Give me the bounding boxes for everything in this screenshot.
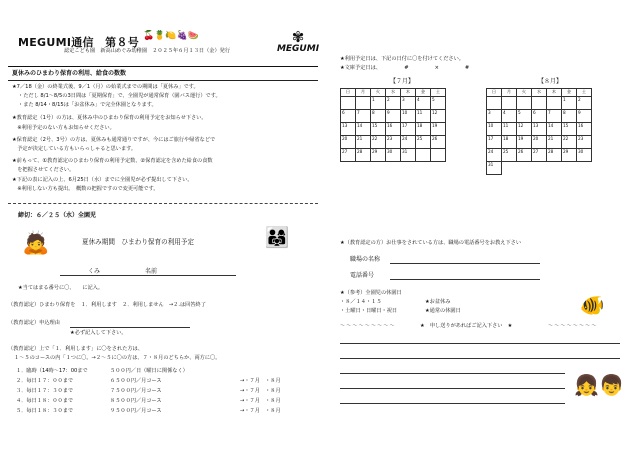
instruction-note: ★当てはまる番号に〇、 に記入。 (18, 285, 104, 291)
calendar-day[interactable] (356, 97, 371, 110)
paragraph-nursery: ★保育認定（2号、3号）の方は、夏休みも通常通りですが、今にはご旅行や帰省などで (12, 137, 216, 143)
work-name-label: 職場の名称 (350, 256, 381, 263)
course-option[interactable]: ４．毎日１８：００まで (16, 398, 74, 404)
calendar-day[interactable]: 29 (371, 149, 386, 162)
weekday-header: 月 (502, 89, 517, 97)
calendar-day[interactable]: 22 (371, 136, 386, 149)
calendar-day[interactable]: 18 (416, 123, 431, 136)
calendar-day[interactable]: 9 (577, 110, 592, 123)
calendar-day[interactable]: 20 (532, 136, 547, 149)
work-name-field[interactable] (390, 263, 540, 264)
weekday-header: 火 (517, 89, 532, 97)
flower-logo-icon: ✾ (291, 28, 305, 46)
calendar-day[interactable]: 15 (562, 123, 577, 136)
calendar-day[interactable]: 28 (356, 149, 371, 162)
form-title: 夏休み期間 ひまわり保育の利用予定 (82, 238, 195, 246)
july-calendar (340, 88, 446, 162)
calendar-day[interactable]: 17 (487, 136, 502, 149)
holiday-reference-title: ★（参考）全園児の休園日 (340, 290, 402, 296)
paragraph-submit: ★下記の表に記入の上、6月25日（水）までに全園児が必ず提出して下さい。 (12, 177, 193, 183)
course-months[interactable]: →・７月 ・８月 (240, 388, 281, 394)
calendar-day[interactable]: 6 (532, 110, 547, 123)
message-line[interactable] (340, 358, 620, 359)
weekday-header: 金 (416, 89, 431, 97)
august-calendar (486, 88, 592, 175)
calendar-day[interactable]: 22 (562, 136, 577, 149)
paragraph-summer-period-note-b: ・また 8/14・8/15は「お盆休み」で完全休園となります。 (18, 102, 157, 108)
message-line[interactable] (340, 373, 565, 374)
course-option[interactable]: ５．毎日１８：３０まで (16, 408, 74, 414)
calendar-day[interactable]: 5 (431, 97, 446, 110)
calendar-day[interactable]: 12 (517, 123, 532, 136)
calendar-day[interactable] (487, 97, 502, 110)
july-label: 【７月】 (390, 78, 415, 85)
fruit-decoration-icon: 🍒🍍🍋🍇🍉 (143, 31, 200, 41)
weekday-header: 水 (386, 89, 401, 97)
holiday-obon-dates: ・８／１４・１５ (340, 299, 382, 305)
question-course: （教育認定）上で「１．利用します」に〇をされた方は、 (8, 346, 143, 352)
two-children-icon: 👧👦 (574, 373, 624, 397)
calendar-day[interactable]: 27 (341, 149, 356, 162)
logo-text: MEGUMI (276, 44, 320, 54)
calendar-day[interactable]: 29 (562, 149, 577, 162)
cut-line (8, 203, 318, 204)
work-tel-field[interactable] (390, 279, 540, 280)
august-label: 【８月】 (538, 78, 563, 85)
message-line[interactable] (340, 343, 620, 344)
calendar-day[interactable]: 21 (356, 136, 371, 149)
course-price: ８５００円／月コース (110, 398, 162, 404)
calendar-day[interactable]: 1 (562, 97, 577, 110)
weekday-header: 木 (547, 89, 562, 97)
calendar-day[interactable]: 19 (517, 136, 532, 149)
child-thinking-icon: 🙇 (22, 231, 50, 256)
holiday-obon-label: ★お盆休み (425, 299, 451, 305)
course-months[interactable]: →・７月 ・８月 (240, 378, 281, 384)
heading-divider (8, 80, 318, 81)
deadline: 締切：６／２５（水）全園児 (18, 212, 97, 219)
header-divider (8, 66, 318, 67)
calendar-day[interactable]: 3 (487, 110, 502, 123)
work-tel-label: 電話番号 (350, 272, 375, 279)
calendar-day[interactable]: 15 (371, 123, 386, 136)
calendar-day[interactable]: 4 (502, 110, 517, 123)
course-months[interactable]: →・７月 ・８月 (240, 398, 281, 404)
paragraph-summer-period-note-a: ・ただし 8/1～8/5の3日間は「夏期保育」で、全園児が通常保育（園バス運行）です。 (18, 93, 221, 99)
weekday-header: 月 (356, 89, 371, 97)
school-logo (272, 30, 324, 60)
calendar-day[interactable]: 24 (401, 136, 416, 149)
calendar-day[interactable]: 12 (431, 110, 446, 123)
children-group-icon: 👨‍👩‍👧 (264, 225, 290, 249)
message-divider-right: ～～～～～～～～ (548, 323, 598, 329)
calendar-day[interactable]: 24 (487, 149, 502, 162)
weekday-header: 水 (532, 89, 547, 97)
weekday-header: 金 (562, 89, 577, 97)
name-label: 名前 (145, 268, 158, 275)
calendar-instruction: ★利用予定日は、下記の日付に〇を付けてください。 (340, 56, 464, 62)
paragraph-nursery-cont: 予定が決定している方もいらっしゃると思います。 (12, 146, 137, 152)
calendar-day[interactable]: 16 (577, 123, 592, 136)
calendar-day[interactable]: 30 (577, 149, 592, 162)
weekday-header: 日 (487, 89, 502, 97)
course-months[interactable]: →・７月 ・８月 (240, 408, 281, 414)
newsletter-subtitle: 認定こども園 新高山めぐみ幼稚園 ２０２５年６月１３日（金）発行 (64, 48, 231, 54)
calendar-instruction-2: ★文庫予定日は、 # × # (340, 65, 470, 71)
calendar-day[interactable]: 27 (532, 149, 547, 162)
calendar-day[interactable]: 11 (416, 110, 431, 123)
calendar-day[interactable]: 8 (371, 110, 386, 123)
calendar-day[interactable]: 11 (502, 123, 517, 136)
paragraph-meal-count-cont: を把握させてください。 (12, 167, 75, 173)
calendar-day[interactable]: 2 (577, 97, 592, 110)
calendar-day[interactable]: 31 (401, 149, 416, 162)
holiday-regular-days: ・土曜日・日曜日・祝日 (340, 308, 398, 314)
calendar-day[interactable] (517, 97, 532, 110)
calendar-day[interactable]: 20 (341, 136, 356, 149)
paragraph-submit-note: ※利用しない方も提出。 概数の把握ですので変更可能です。 (12, 186, 159, 192)
calendar-day[interactable]: 28 (547, 149, 562, 162)
calendar-day[interactable]: 23 (577, 136, 592, 149)
calendar-day[interactable]: 10 (401, 110, 416, 123)
calendar-day[interactable]: 5 (517, 110, 532, 123)
class-label: くみ (88, 268, 101, 275)
calendar-day[interactable] (532, 97, 547, 110)
message-line[interactable] (340, 403, 565, 404)
message-line[interactable] (340, 388, 565, 389)
paragraph-summer-period: ★7／18（金）の終業式後、9／1（月）の始業式までの期間は「夏休み」です。 (12, 84, 199, 90)
calendar-day[interactable] (547, 97, 562, 110)
question-course-note: １～５のコースの内「１つに〇。→２～５に〇の方は、７・８月のどちらか、両方に〇。 (14, 355, 221, 361)
course-option[interactable]: １．臨時（14時～17：00まで (16, 368, 88, 374)
paragraph-meal-count: ★前もって、①教育認定のひまわり保育の利用予定数、②保育認定を含めた給食の食数 (12, 158, 213, 164)
calendar-day[interactable]: 4 (416, 97, 431, 110)
calendar-day[interactable]: 7 (547, 110, 562, 123)
message-heading: ★ 申し送りがあればご記入下さい ★ (420, 323, 513, 329)
reason-note: ★必ず記入して下さい。 (70, 330, 127, 336)
course-option[interactable]: ３．毎日１７：３０まで (16, 388, 74, 394)
calendar-day[interactable]: 26 (431, 136, 446, 149)
question-reason: （教育認定）申込理由 (8, 320, 60, 326)
section-heading: 夏休みのひまわり保育の利用、給食の数数 (12, 70, 127, 77)
calendar-day[interactable]: 23 (386, 136, 401, 149)
calendar-day[interactable]: 6 (341, 110, 356, 123)
calendar-day[interactable]: 17 (401, 123, 416, 136)
question-use[interactable]: （教育認定）ひまわり保育を １．利用します ２．利用しません →２.は回答終了 (8, 302, 206, 308)
course-price: ７５００円／月コース (110, 388, 162, 394)
calendar-day[interactable]: 14 (356, 123, 371, 136)
calendar-day[interactable] (502, 97, 517, 110)
calendar-day[interactable]: 14 (547, 123, 562, 136)
weekday-header: 火 (371, 89, 386, 97)
calendar-day[interactable]: 26 (517, 149, 532, 162)
course-price: ５００円／日（曜日に関係なく） (110, 368, 188, 374)
calendar-day[interactable]: 19 (431, 123, 446, 136)
calendar-day[interactable]: 3 (401, 97, 416, 110)
paragraph-education-note: ※利用予定のない方もお知らせください。 (12, 125, 115, 131)
calendar-day[interactable]: 16 (386, 123, 401, 136)
holiday-regular-label: ★通常の休園日 (425, 308, 461, 314)
calendar-day[interactable]: 25 (502, 149, 517, 162)
calendar-day[interactable]: 10 (487, 123, 502, 136)
calendar-day[interactable]: 21 (547, 136, 562, 149)
newsletter-title: MEGUMI通信 第８号 (18, 36, 140, 49)
calendar-day[interactable]: 1 (371, 97, 386, 110)
calendar-day[interactable]: 13 (341, 123, 356, 136)
calendar-day[interactable]: 25 (416, 136, 431, 149)
course-price: ６５００円／月コース (110, 378, 162, 384)
calendar-day[interactable] (416, 149, 431, 162)
work-note: ★（教育認定の方）お仕事をされている方は、職場の電話番号をお教え下さい (340, 240, 522, 246)
calendar-day[interactable]: 13 (532, 123, 547, 136)
weekday-header: 土 (431, 89, 446, 97)
calendar-day[interactable]: 18 (502, 136, 517, 149)
calendar-day[interactable] (341, 97, 356, 110)
weekday-header: 木 (401, 89, 416, 97)
calendar-day[interactable]: 30 (386, 149, 401, 162)
course-price: ９５００円／月コース (110, 408, 162, 414)
calendar-day[interactable] (431, 149, 446, 162)
calendar-day[interactable]: 9 (386, 110, 401, 123)
message-divider-left: ～～～～～～～～～ (340, 323, 396, 329)
weekday-header: 土 (577, 89, 592, 97)
weekday-header: 日 (341, 89, 356, 97)
course-option[interactable]: ２．毎日１７：００まで (16, 378, 74, 384)
goldfish-scoop-icon: 🐠 (579, 293, 605, 317)
name-field[interactable] (60, 275, 236, 276)
reason-field[interactable] (70, 327, 190, 328)
paragraph-education: ★教育認定（1号）の方は、夏休み中のひまわり保育の利用予定をお知らせ下さい。 (12, 115, 207, 121)
calendar-day[interactable]: 8 (562, 110, 577, 123)
calendar-day[interactable]: 31 (487, 162, 502, 175)
calendar-day[interactable]: 2 (386, 97, 401, 110)
calendar-day[interactable]: 7 (356, 110, 371, 123)
